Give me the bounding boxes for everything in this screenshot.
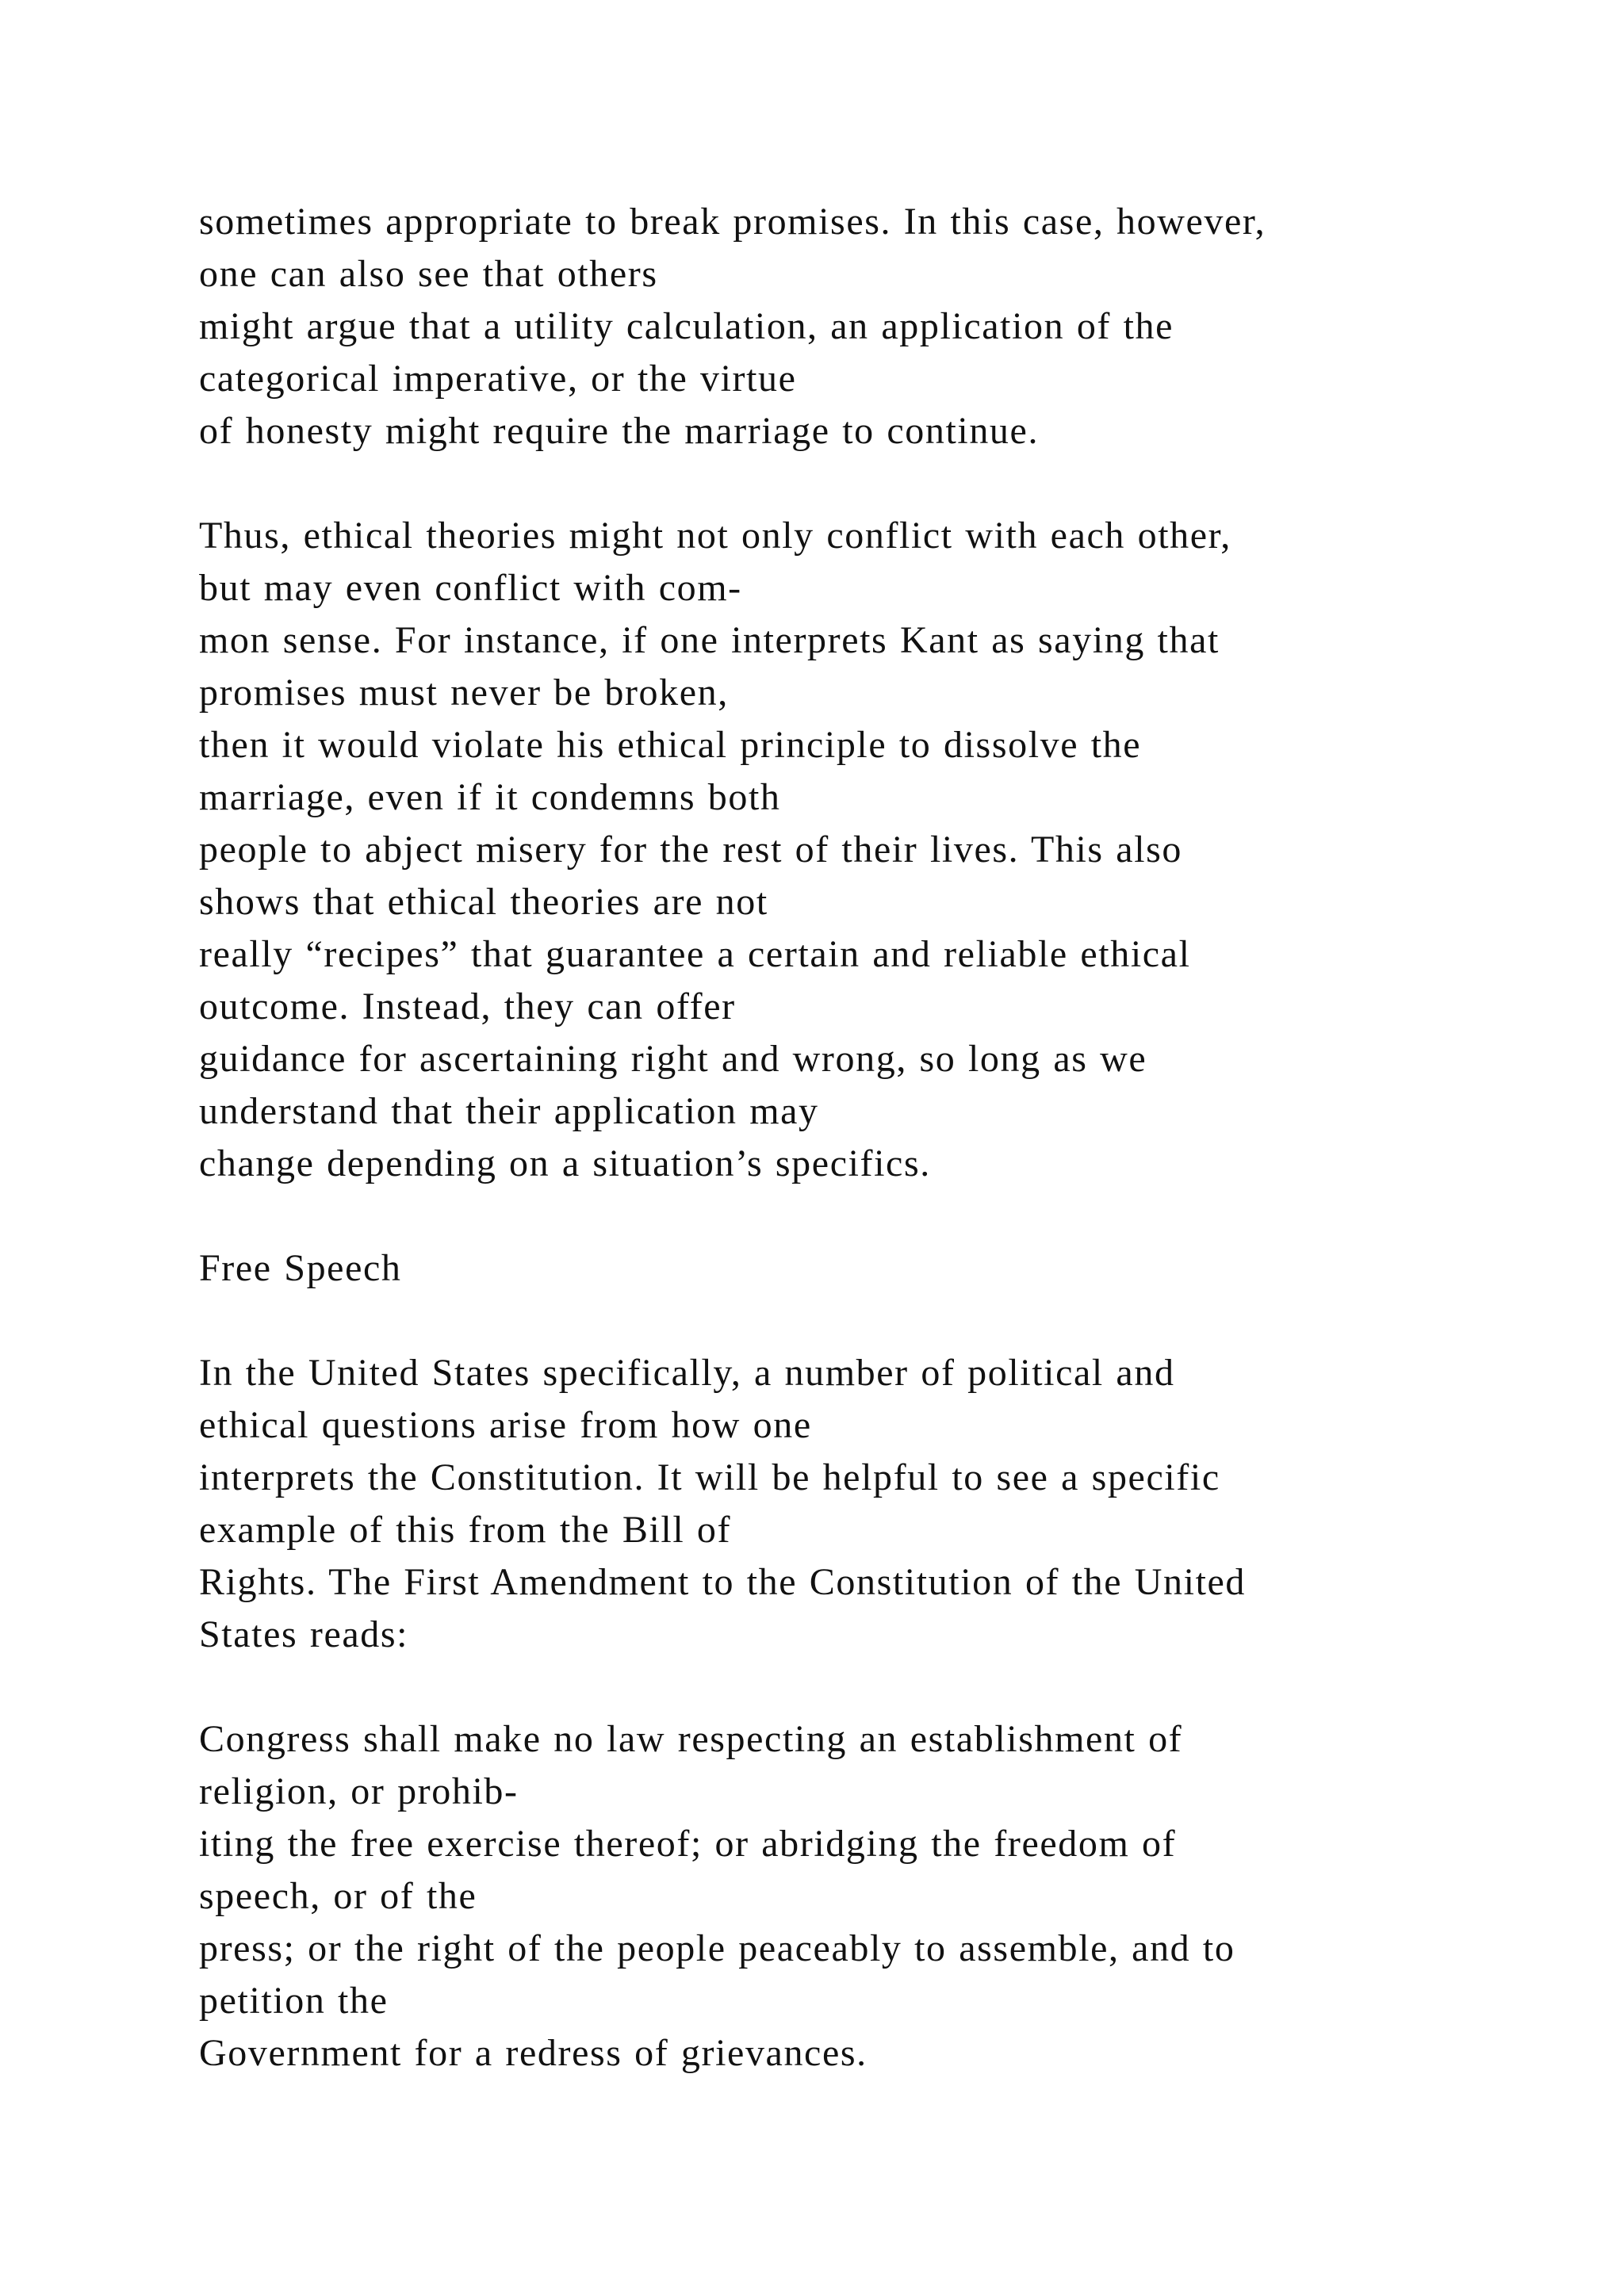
text-line: Congress shall make no law respecting an establishment of — [199, 1718, 1183, 1760]
text-line: shows that ethical theories are not — [199, 881, 768, 923]
text-line: of honesty might require the marriage to continue. — [199, 410, 1040, 452]
text-line: Rights. The First Amendment to the Constitution of the United — [199, 1561, 1247, 1603]
text-line: people to abject misery for the rest of their lives. This also — [199, 828, 1183, 871]
paragraph-constitution — [199, 1347, 1563, 1661]
heading-text: Free Speech — [199, 1247, 402, 1289]
text-line: but may even conflict with com- — [199, 567, 742, 609]
text-line: then it would violate his ethical principle to dissolve the — [199, 724, 1142, 766]
text-line: sometimes appropriate to break promises. In this case, however, — [199, 201, 1266, 243]
text-line: outcome. Instead, they can offer — [199, 985, 736, 1027]
text-line: mon sense. For instance, if one interprets Kant as saying that — [199, 619, 1220, 661]
text-line: interprets the Constitution. It will be helpful to see a specific — [199, 1456, 1220, 1498]
text-line: one can also see that others — [199, 253, 658, 295]
paragraph-ethical-theories — [199, 510, 1563, 1190]
text-line: In the United States specifically, a number of political and — [199, 1352, 1175, 1394]
text-line: change depending on a situation’s specifics. — [199, 1142, 931, 1184]
text-line: understand that their application may — [199, 1090, 819, 1132]
text-line: might argue that a utility calculation, an application of the — [199, 305, 1174, 347]
text-line: press; or the right of the people peaceably to assemble, and to — [199, 1927, 1235, 1969]
text-line: categorical imperative, or the virtue — [199, 358, 797, 400]
paragraph-first-amendment-quote — [199, 1713, 1563, 2080]
text-line: States reads: — [199, 1613, 409, 1655]
text-line: marriage, even if it condemns both — [199, 776, 781, 818]
text-line: religion, or prohib- — [199, 1770, 519, 1812]
text-line: speech, or of the — [199, 1875, 477, 1917]
text-line: petition the — [199, 1980, 389, 2022]
section-heading-free-speech — [199, 1242, 1563, 1295]
text-line: Thus, ethical theories might not only conflict with each other, — [199, 515, 1231, 557]
paragraph-promises — [199, 196, 1563, 457]
text-line: promises must never be broken, — [199, 672, 729, 714]
text-line: guidance for ascertaining right and wrong, so long as we — [199, 1038, 1147, 1080]
document-body — [199, 196, 1563, 2132]
text-line: example of this from the Bill of — [199, 1509, 732, 1551]
text-line: ethical questions arise from how one — [199, 1404, 812, 1446]
text-line: Government for a redress of grievances. — [199, 2032, 868, 2074]
text-line: really “recipes” that guarantee a certain and reliable ethical — [199, 933, 1191, 975]
text-line: iting the free exercise thereof; or abridging the freedom of — [199, 1823, 1177, 1865]
